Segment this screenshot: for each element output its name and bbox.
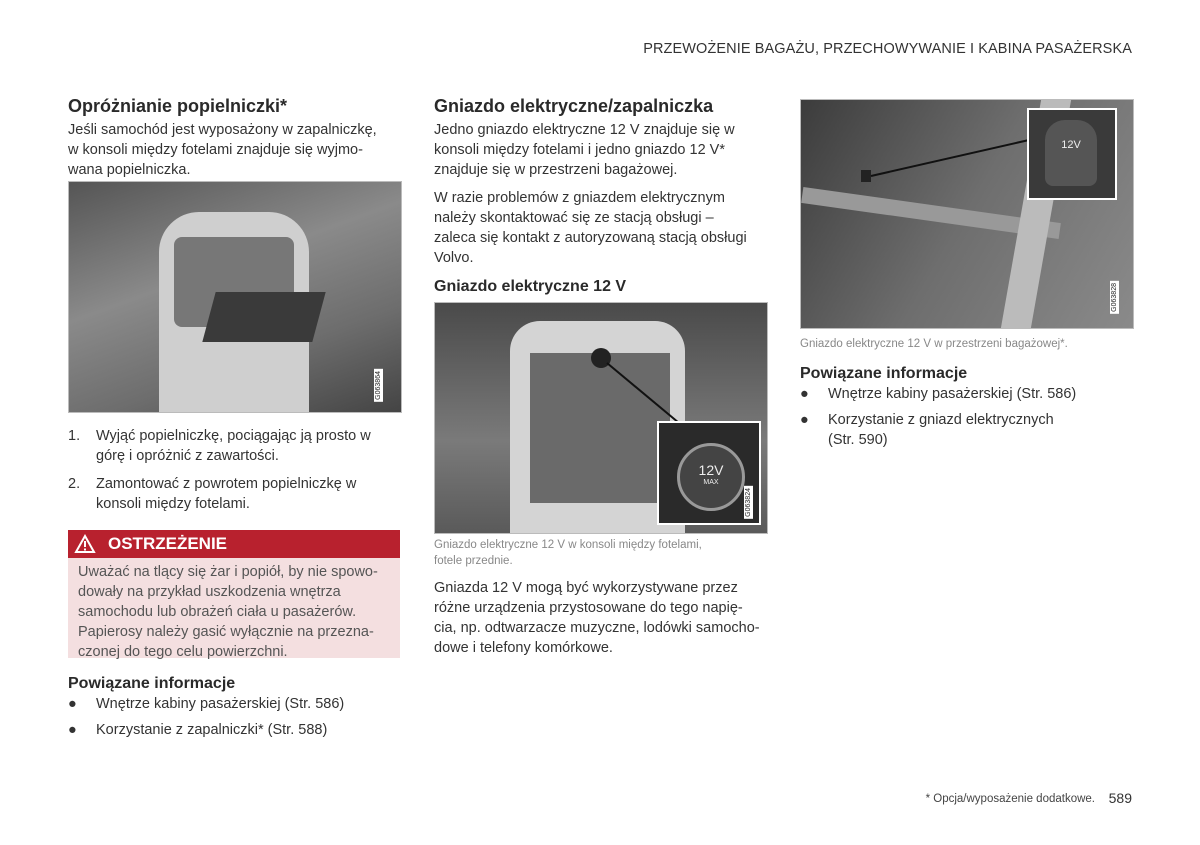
console-socket-caption <box>434 537 774 569</box>
text-line: konsoli między fotelami i jedno gniazdo 12 V* <box>434 142 725 158</box>
text-line: w konsoli między fotelami znajduje się wyjmo- <box>68 142 363 158</box>
text-line: Zamontować z powrotem popielniczkę w <box>96 476 357 492</box>
ashtray-intro <box>68 120 408 180</box>
text-line: W razie problemów z gniazdem elektrycznym <box>434 190 725 206</box>
text-line: czonej do tego celu powierzchni. <box>78 644 288 660</box>
step-number: 1. <box>68 428 81 444</box>
subtitle-12v: Gniazdo elektryczne 12 V <box>434 278 627 295</box>
related-link[interactable] <box>68 720 408 740</box>
luggage-socket-caption: Gniazdo elektryczne 12 V w przestrzeni bagażowej*. <box>800 338 1068 350</box>
text-line: znajduje się w przestrzeni bagażowej. <box>434 162 678 178</box>
page-number: 589 <box>1108 790 1132 806</box>
socket-sublabel: MAX <box>703 479 719 486</box>
socket-label: 12V <box>1061 139 1081 151</box>
warning-triangle-icon <box>74 534 96 554</box>
text-line: samochodu lub obrażeń ciała u pasażerów. <box>78 604 357 620</box>
link-text[interactable]: (Str. 590) <box>828 432 888 448</box>
text-line: Jeśli samochód jest wyposażony w zapalniczkę, <box>68 122 377 138</box>
text-line: Jedno gniazdo elektryczne 12 V znajduje się w <box>434 122 735 138</box>
text-line: zaleca się kontakt z autoryzowaną stacją obsługi <box>434 230 747 246</box>
footnote: * Opcja/wyposażenie dodatkowe. <box>925 793 1095 805</box>
steps-list <box>68 426 408 514</box>
image-code: G063864 <box>375 371 382 400</box>
bullet-icon: ● <box>800 412 809 428</box>
text-line: Uważać na tlący się żar i popiół, by nie spowo- <box>78 564 378 580</box>
step-item <box>68 426 408 466</box>
text-line: cia, np. odtwarzacze muzyczne, lodówki samocho- <box>434 620 760 636</box>
text-line: Papierosy należy gasić wyłącznie na przezna- <box>78 624 374 640</box>
step-item <box>68 474 408 514</box>
text-line: dowały na przykład uszkodzenia wnętrza <box>78 584 341 600</box>
bullet-icon: ● <box>800 386 809 402</box>
bullet-icon: ● <box>68 722 77 738</box>
text-line: Gniazdo elektryczne 12 V w konsoli między fotelami, <box>434 539 702 551</box>
text-line: różne urządzenia przystosowane do tego napię- <box>434 600 743 616</box>
socket-label: 12V <box>698 462 724 478</box>
text-line: fotele przednie. <box>434 555 513 567</box>
luggage-socket-photo <box>800 99 1134 329</box>
socket-usage-text <box>434 578 774 658</box>
running-header: PRZEWOŻENIE BAGAŻU, PRZECHOWYWANIE I KABINA PASAŻERSKA <box>643 41 1132 57</box>
image-code: G063828 <box>1111 283 1118 312</box>
text-line: Wyjąć popielniczkę, pociągając ją prosto w <box>96 428 371 444</box>
bullet-icon: ● <box>68 696 77 712</box>
link-text[interactable]: Korzystanie z zapalniczki* (Str. 588) <box>96 722 328 738</box>
warning-header <box>68 530 400 558</box>
warning-box <box>68 530 400 658</box>
related-link[interactable] <box>800 410 1140 450</box>
socket-cap <box>677 443 745 511</box>
section-title-socket: Gniazdo elektryczne/zapalniczka <box>434 96 714 116</box>
related-list <box>68 694 408 740</box>
text-line: dowe i telefony komórkowe. <box>434 640 613 656</box>
link-text[interactable]: Wnętrze kabiny pasażerskiej (Str. 586) <box>828 386 1077 402</box>
link-text[interactable]: Wnętrze kabiny pasażerskiej (Str. 586) <box>96 696 345 712</box>
related-link[interactable] <box>68 694 408 714</box>
ashtray-photo <box>68 181 402 413</box>
text-line: należy skontaktować się ze stacją obsługi – <box>434 210 714 226</box>
related-link[interactable] <box>800 384 1140 404</box>
image-code: G063824 <box>745 488 752 517</box>
related-title: Powiązane informacje <box>68 675 236 692</box>
ashtray <box>202 292 325 342</box>
text-line: wana popielniczka. <box>68 162 191 178</box>
text-line: Volvo. <box>434 250 474 266</box>
text-line: konsoli między fotelami. <box>96 496 250 512</box>
socket-intro <box>434 120 774 268</box>
section-title-ashtray: Opróżnianie popielniczki* <box>68 96 288 116</box>
console-socket-photo <box>434 302 768 534</box>
text-line: górę i opróżnić z zawartości. <box>96 448 279 464</box>
socket-cap <box>1045 120 1097 186</box>
text-line: Gniazda 12 V mogą być wykorzystywane przez <box>434 580 738 596</box>
step-number: 2. <box>68 476 81 492</box>
warning-title: OSTRZEŻENIE <box>108 534 228 553</box>
socket-inset <box>1027 108 1117 200</box>
related-list <box>800 384 1140 450</box>
link-text[interactable]: Korzystanie z gniazd elektrycznych <box>828 412 1054 428</box>
related-title: Powiązane informacje <box>800 365 968 382</box>
warning-text <box>68 558 400 666</box>
